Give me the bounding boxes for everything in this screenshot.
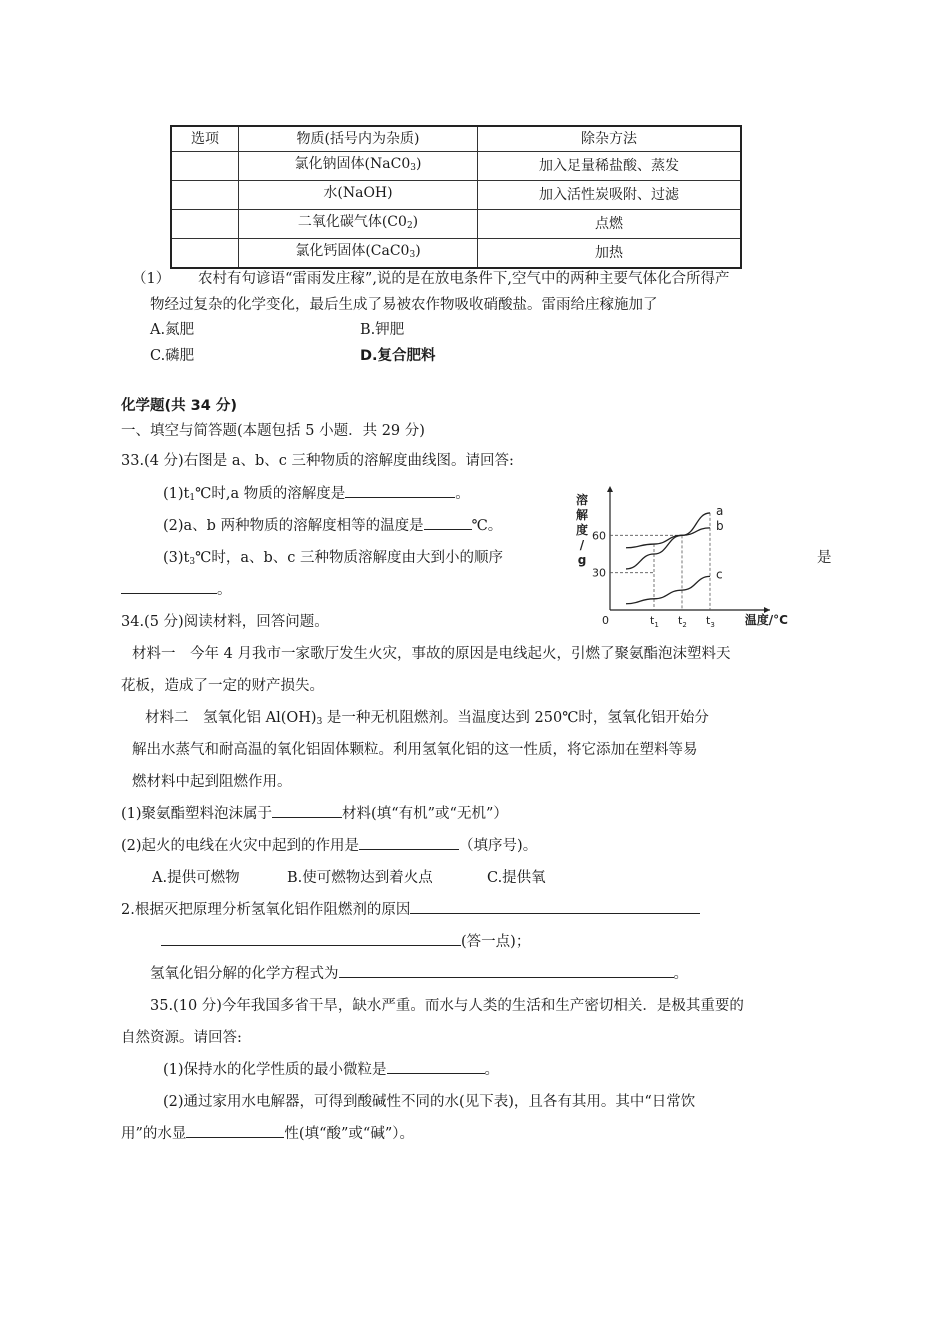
q34-option-a: A.提供可燃物: [152, 870, 240, 886]
x-axis-label: 温度/°C: [744, 613, 788, 627]
answer-blank[interactable]: [424, 515, 472, 530]
answer-blank[interactable]: [121, 579, 217, 594]
q1-number: （1）: [132, 271, 171, 287]
q33-stem: 33.(4 分)右图是 a、b、c 三种物质的溶解度曲线图。请回答:: [121, 453, 514, 469]
table-row: [171, 210, 741, 239]
table-cell-substance: 二氧化碳气体$(C0_2)$: [239, 210, 478, 239]
table-row: [171, 181, 741, 210]
q34-stem: 34.(5 分)阅读材料，回答问题。: [121, 614, 329, 630]
q34-sub3-cont: (答一点)；: [161, 930, 530, 951]
table-cell-method: 加入活性炭吸附、过滤: [478, 181, 742, 210]
y-tick-label: 30: [592, 566, 606, 580]
q1-option-c: C.磷肥: [150, 348, 195, 364]
q33-part2: (2)a、b 两种物质的溶解度相等的温度是 ℃。: [163, 514, 502, 535]
answer-blank[interactable]: [161, 931, 461, 946]
q34-option-b: B.使可燃物达到着火点: [287, 870, 433, 886]
y-axis-label: 溶: [575, 493, 589, 507]
table-header: 物质(括号内为杂质): [239, 126, 478, 152]
q1-option-d: D.复合肥料: [360, 348, 436, 364]
q34-sub1: (1)聚氨酯塑料泡沫属于 材料(填“有机”或“无机”）: [121, 802, 508, 823]
answer-blank[interactable]: [272, 803, 342, 818]
q34-sub3: 2.根据灭把原理分析氢氧化铝作阻燃剂的原因: [121, 898, 700, 919]
q35-sub2-line2: 用”的水显 性(填“酸”或“碱”）。: [121, 1122, 414, 1143]
answer-blank[interactable]: [186, 1123, 284, 1138]
table-row: [171, 239, 741, 269]
table-header: 选项: [171, 126, 239, 152]
q34-sub2: (2)起火的电线在火灾中起到的作用是 （填序号)。: [121, 834, 537, 855]
x-tick-label: $t_2$: [678, 614, 687, 629]
table-cell-substance: 氯化钠固体$(NaC0_3)$: [239, 152, 478, 181]
q34-material2-line2: 解出水蒸气和耐高温的氧化铝固体颗粒。利用氢氧化铝的这一性质，将它添加在塑料等易: [132, 742, 698, 758]
q33-part3-answer: 。: [121, 578, 232, 599]
series-label-c: c: [716, 567, 723, 582]
series-label-b: b: [716, 518, 724, 533]
table-cell-option: [171, 239, 239, 269]
q35-sub2-line1: (2)通过家用水电解器，可得到酸碱性不同的水(见下表)，且各有其用。其中“日常饮: [163, 1094, 696, 1110]
q33-part3: $(3)t_3℃$时，a、b、c 三种物质溶解度由大到小的顺序: [163, 550, 503, 567]
answer-blank[interactable]: [359, 835, 459, 850]
q34-material2-line1: 材料二 氢氧化铝 $Al(OH)_3$ 是一种无机阻燃剂。当温度达到 250℃时，氢氧化铝开始分: [145, 710, 709, 727]
table-cell-option: [171, 181, 239, 210]
q34-material1-line2: 花板，造成了一定的财产损失。: [121, 678, 324, 694]
table-cell-method: 加热: [478, 239, 742, 269]
q35-stem-line2: 自然资源。请回答:: [121, 1030, 242, 1046]
q33-part1: $(1)t_1℃$时,a 物质的溶解度是 。: [163, 482, 470, 503]
q1-stem-line2: 物经过复杂的化学变化，最后生成了易被农作物吸收硝酸盐。雷雨给庄稼施加了: [150, 297, 658, 313]
answer-blank[interactable]: [410, 899, 700, 914]
series-label-a: a: [716, 503, 724, 518]
solubility-curve-chart: [570, 484, 790, 630]
series-line-c: [626, 576, 710, 603]
q1-option-a: A.氮肥: [150, 322, 195, 338]
table-cell-substance: 氯化钙固体$(CaC0_3)$: [239, 239, 478, 269]
q1-stem-line1: 农村有句谚语“雷雨发庄稼”,说的是在放电条件下,空气中的两种主要气体化合所得产: [198, 271, 730, 287]
y-axis-label: /: [579, 538, 585, 552]
table-header: 除杂方法: [478, 126, 742, 152]
part-title: 一、填空与简答题(本题包括 5 小题．共 29 分): [121, 423, 425, 439]
q35-stem-line1: 35.(10 分)今年我国多省干旱，缺水严重。而水与人类的生活和生产密切相关．是极其重要的: [150, 998, 744, 1014]
y-axis-label: 解: [575, 508, 589, 522]
q35-sub1: (1)保持水的化学性质的最小微粒是 。: [163, 1058, 499, 1079]
y-axis-arrow: [607, 486, 613, 492]
origin-label: 0: [602, 614, 609, 627]
q34-option-c: C.提供氧: [487, 870, 546, 886]
y-tick-label: 60: [592, 529, 606, 543]
table-header-row: [171, 126, 741, 152]
y-axis-label: g: [577, 553, 587, 567]
x-tick-label: $t_1$: [650, 614, 659, 629]
answer-blank[interactable]: [339, 963, 674, 978]
table-cell-option: [171, 210, 239, 239]
q34-material2-line3: 燃材料中起到阻燃作用。: [132, 774, 292, 790]
section-title: 化学题(共 34 分): [121, 398, 238, 414]
q33-part3-shi: 是: [817, 550, 832, 566]
q34-sub4: 氢氧化铝分解的化学方程式为 。: [150, 962, 688, 983]
x-tick-label: $t_3$: [706, 614, 715, 629]
series-line-a: [626, 513, 710, 569]
table-cell-method: 加入足量稀盐酸、蒸发: [478, 152, 742, 181]
q1-option-b: B.钾肥: [360, 322, 405, 338]
answer-blank[interactable]: [387, 1059, 485, 1074]
table-cell-method: 点燃: [478, 210, 742, 239]
table-cell-option: [171, 152, 239, 181]
q34-material1-line1: 材料一 今年 4 月我市一家歌厅发生火灾，事故的原因是电线起火，引燃了聚氨酯泡沫塑料天: [132, 646, 731, 662]
impurity-removal-table: [170, 125, 742, 269]
table-row: [171, 152, 741, 181]
answer-blank[interactable]: [345, 483, 455, 498]
table-cell-substance: 水(NaOH): [239, 181, 478, 210]
y-axis-label: 度: [575, 523, 589, 537]
